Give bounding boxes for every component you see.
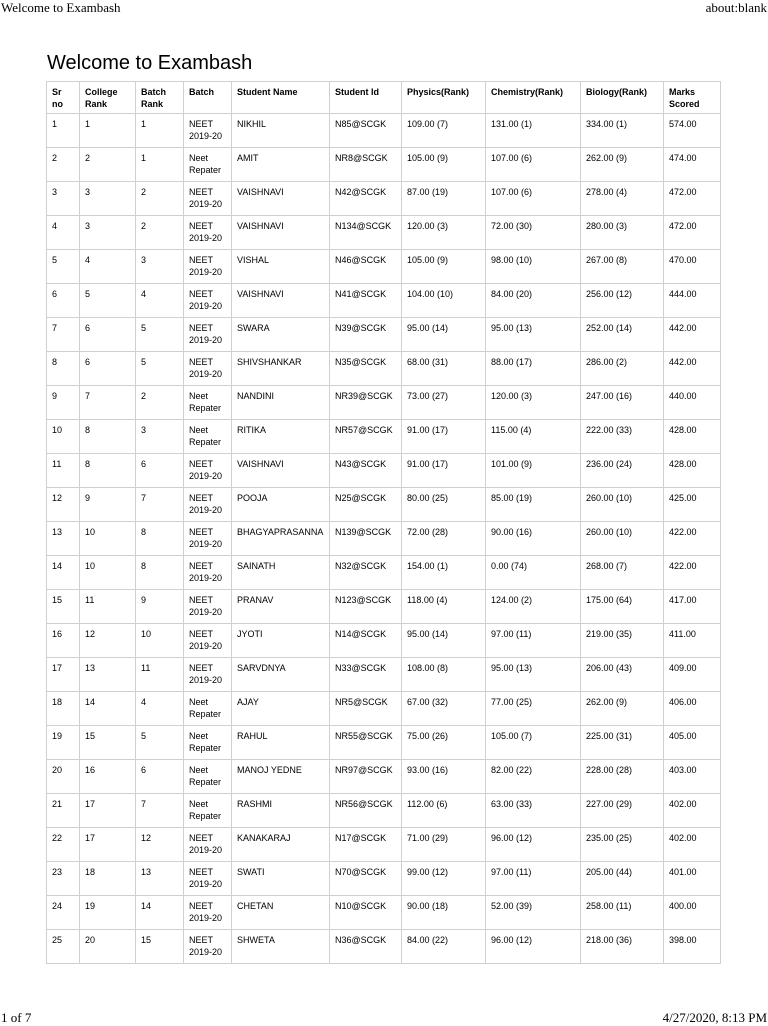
cell-biology-rank: 278.00 (4) — [581, 182, 664, 216]
cell-college-rank: 3 — [80, 182, 136, 216]
table-row — [47, 590, 721, 624]
cell-sr-no: 4 — [47, 216, 80, 250]
cell-college-rank: 7 — [80, 386, 136, 420]
table-row — [47, 930, 721, 964]
cell-batch-rank: 4 — [136, 692, 184, 726]
cell-biology-rank: 218.00 (36) — [581, 930, 664, 964]
table-row — [47, 420, 721, 454]
cell-marks-scored: 409.00 — [664, 658, 721, 692]
header-student-name: Student Name — [232, 82, 330, 114]
table-row — [47, 556, 721, 590]
cell-batch-rank: 2 — [136, 182, 184, 216]
table-row — [47, 658, 721, 692]
cell-student-id: NR97@SCGK — [330, 760, 402, 794]
table-header-row — [47, 82, 721, 114]
cell-physics-rank: 95.00 (14) — [402, 318, 486, 352]
cell-student-name: SWARA — [232, 318, 330, 352]
cell-biology-rank: 268.00 (7) — [581, 556, 664, 590]
cell-physics-rank: 105.00 (9) — [402, 250, 486, 284]
cell-student-id: N41@SCGK — [330, 284, 402, 318]
header-student-id: Student Id — [330, 82, 402, 114]
cell-physics-rank: 91.00 (17) — [402, 454, 486, 488]
cell-batch-rank: 15 — [136, 930, 184, 964]
cell-student-id: N43@SCGK — [330, 454, 402, 488]
cell-marks-scored: 417.00 — [664, 590, 721, 624]
cell-physics-rank: 108.00 (8) — [402, 658, 486, 692]
cell-student-id: N36@SCGK — [330, 930, 402, 964]
cell-chemistry-rank: 105.00 (7) — [486, 726, 581, 760]
cell-batch-rank: 5 — [136, 318, 184, 352]
cell-biology-rank: 262.00 (9) — [581, 692, 664, 726]
table-row — [47, 794, 721, 828]
cell-chemistry-rank: 124.00 (2) — [486, 590, 581, 624]
cell-chemistry-rank: 96.00 (12) — [486, 828, 581, 862]
cell-chemistry-rank: 95.00 (13) — [486, 318, 581, 352]
results-table — [46, 81, 721, 964]
cell-student-name: RASHMI — [232, 794, 330, 828]
table-row — [47, 862, 721, 896]
cell-chemistry-rank: 82.00 (22) — [486, 760, 581, 794]
cell-student-name: SWATI — [232, 862, 330, 896]
print-footer-datetime: 4/27/2020, 8:13 PM — [662, 1010, 767, 1025]
cell-biology-rank: 175.00 (64) — [581, 590, 664, 624]
cell-marks-scored: 428.00 — [664, 420, 721, 454]
cell-batch: NEET 2019-20 — [184, 828, 232, 862]
cell-batch: Neet Repater — [184, 148, 232, 182]
cell-batch-rank: 14 — [136, 896, 184, 930]
cell-student-id: N32@SCGK — [330, 556, 402, 590]
cell-batch-rank: 12 — [136, 828, 184, 862]
cell-marks-scored: 401.00 — [664, 862, 721, 896]
cell-batch-rank: 1 — [136, 148, 184, 182]
cell-batch-rank: 7 — [136, 488, 184, 522]
cell-marks-scored: 402.00 — [664, 828, 721, 862]
cell-student-id: NR8@SCGK — [330, 148, 402, 182]
cell-student-name: NANDINI — [232, 386, 330, 420]
cell-sr-no: 9 — [47, 386, 80, 420]
cell-student-name: SAINATH — [232, 556, 330, 590]
cell-biology-rank: 219.00 (35) — [581, 624, 664, 658]
cell-marks-scored: 402.00 — [664, 794, 721, 828]
cell-college-rank: 17 — [80, 828, 136, 862]
table-row — [47, 896, 721, 930]
cell-student-name: CHETAN — [232, 896, 330, 930]
cell-sr-no: 23 — [47, 862, 80, 896]
cell-student-name: VAISHNAVI — [232, 454, 330, 488]
cell-batch: NEET 2019-20 — [184, 114, 232, 148]
table-row — [47, 522, 721, 556]
cell-college-rank: 10 — [80, 556, 136, 590]
cell-college-rank: 15 — [80, 726, 136, 760]
table-row — [47, 148, 721, 182]
cell-college-rank: 9 — [80, 488, 136, 522]
cell-college-rank: 5 — [80, 284, 136, 318]
header-college-rank: College Rank — [80, 82, 136, 114]
cell-biology-rank: 227.00 (29) — [581, 794, 664, 828]
cell-student-id: N134@SCGK — [330, 216, 402, 250]
cell-physics-rank: 73.00 (27) — [402, 386, 486, 420]
cell-marks-scored: 474.00 — [664, 148, 721, 182]
cell-sr-no: 19 — [47, 726, 80, 760]
cell-student-id: NR57@SCGK — [330, 420, 402, 454]
cell-biology-rank: 252.00 (14) — [581, 318, 664, 352]
table-row — [47, 488, 721, 522]
cell-student-id: N39@SCGK — [330, 318, 402, 352]
cell-chemistry-rank: 0.00 (74) — [486, 556, 581, 590]
table-row — [47, 216, 721, 250]
cell-biology-rank: 222.00 (33) — [581, 420, 664, 454]
cell-sr-no: 3 — [47, 182, 80, 216]
cell-student-name: PRANAV — [232, 590, 330, 624]
header-sr-no: Sr no — [47, 82, 80, 114]
cell-marks-scored: 428.00 — [664, 454, 721, 488]
cell-college-rank: 19 — [80, 896, 136, 930]
cell-physics-rank: 93.00 (16) — [402, 760, 486, 794]
cell-chemistry-rank: 72.00 (30) — [486, 216, 581, 250]
table-row — [47, 284, 721, 318]
cell-marks-scored: 440.00 — [664, 386, 721, 420]
cell-batch: NEET 2019-20 — [184, 522, 232, 556]
cell-physics-rank: 71.00 (29) — [402, 828, 486, 862]
cell-college-rank: 11 — [80, 590, 136, 624]
cell-marks-scored: 398.00 — [664, 930, 721, 964]
cell-batch: Neet Repater — [184, 726, 232, 760]
cell-student-id: N25@SCGK — [330, 488, 402, 522]
cell-student-name: POOJA — [232, 488, 330, 522]
cell-batch: NEET 2019-20 — [184, 216, 232, 250]
cell-student-name: VAISHNAVI — [232, 182, 330, 216]
cell-batch: NEET 2019-20 — [184, 284, 232, 318]
cell-college-rank: 3 — [80, 216, 136, 250]
header-batch-rank: Batch Rank — [136, 82, 184, 114]
cell-college-rank: 12 — [80, 624, 136, 658]
cell-biology-rank: 206.00 (43) — [581, 658, 664, 692]
table-row — [47, 386, 721, 420]
cell-batch: Neet Repater — [184, 794, 232, 828]
cell-batch: NEET 2019-20 — [184, 658, 232, 692]
cell-marks-scored: 422.00 — [664, 522, 721, 556]
cell-batch-rank: 6 — [136, 454, 184, 488]
cell-sr-no: 25 — [47, 930, 80, 964]
cell-sr-no: 21 — [47, 794, 80, 828]
cell-batch-rank: 5 — [136, 726, 184, 760]
cell-college-rank: 18 — [80, 862, 136, 896]
cell-student-name: KANAKARAJ — [232, 828, 330, 862]
cell-college-rank: 8 — [80, 454, 136, 488]
cell-physics-rank: 72.00 (28) — [402, 522, 486, 556]
table-row — [47, 250, 721, 284]
print-footer-page-count: 1 of 7 — [1, 1010, 32, 1025]
cell-student-id: N33@SCGK — [330, 658, 402, 692]
cell-batch: NEET 2019-20 — [184, 318, 232, 352]
cell-chemistry-rank: 107.00 (6) — [486, 182, 581, 216]
header-chemistry-rank: Chemistry(Rank) — [486, 82, 581, 114]
cell-biology-rank: 256.00 (12) — [581, 284, 664, 318]
cell-marks-scored: 403.00 — [664, 760, 721, 794]
cell-biology-rank: 286.00 (2) — [581, 352, 664, 386]
cell-student-id: N35@SCGK — [330, 352, 402, 386]
cell-sr-no: 20 — [47, 760, 80, 794]
cell-sr-no: 14 — [47, 556, 80, 590]
cell-batch-rank: 7 — [136, 794, 184, 828]
cell-physics-rank: 68.00 (31) — [402, 352, 486, 386]
cell-physics-rank: 87.00 (19) — [402, 182, 486, 216]
cell-sr-no: 10 — [47, 420, 80, 454]
cell-chemistry-rank: 84.00 (20) — [486, 284, 581, 318]
cell-batch: Neet Repater — [184, 692, 232, 726]
cell-college-rank: 16 — [80, 760, 136, 794]
results-table-body — [47, 114, 721, 964]
cell-biology-rank: 262.00 (9) — [581, 148, 664, 182]
cell-batch-rank: 1 — [136, 114, 184, 148]
cell-student-name: BHAGYAPRASANNA — [232, 522, 330, 556]
cell-physics-rank: 91.00 (17) — [402, 420, 486, 454]
cell-physics-rank: 95.00 (14) — [402, 624, 486, 658]
cell-batch: NEET 2019-20 — [184, 624, 232, 658]
header-physics-rank: Physics(Rank) — [402, 82, 486, 114]
cell-college-rank: 10 — [80, 522, 136, 556]
cell-sr-no: 22 — [47, 828, 80, 862]
cell-student-id: N14@SCGK — [330, 624, 402, 658]
cell-physics-rank: 105.00 (9) — [402, 148, 486, 182]
cell-chemistry-rank: 88.00 (17) — [486, 352, 581, 386]
cell-physics-rank: 67.00 (32) — [402, 692, 486, 726]
cell-student-name: MANOJ YEDNE — [232, 760, 330, 794]
cell-batch: Neet Repater — [184, 420, 232, 454]
cell-sr-no: 11 — [47, 454, 80, 488]
page-title: Welcome to Exambash — [47, 52, 253, 74]
cell-marks-scored: 400.00 — [664, 896, 721, 930]
cell-batch-rank: 3 — [136, 250, 184, 284]
cell-chemistry-rank: 115.00 (4) — [486, 420, 581, 454]
cell-sr-no: 17 — [47, 658, 80, 692]
cell-college-rank: 17 — [80, 794, 136, 828]
table-row — [47, 114, 721, 148]
cell-batch-rank: 13 — [136, 862, 184, 896]
table-row — [47, 726, 721, 760]
cell-student-name: AMIT — [232, 148, 330, 182]
table-row — [47, 760, 721, 794]
cell-biology-rank: 280.00 (3) — [581, 216, 664, 250]
cell-student-name: SHWETA — [232, 930, 330, 964]
cell-student-id: N42@SCGK — [330, 182, 402, 216]
cell-sr-no: 16 — [47, 624, 80, 658]
cell-batch: NEET 2019-20 — [184, 896, 232, 930]
cell-student-name: RITIKA — [232, 420, 330, 454]
cell-biology-rank: 247.00 (16) — [581, 386, 664, 420]
cell-chemistry-rank: 98.00 (10) — [486, 250, 581, 284]
cell-marks-scored: 411.00 — [664, 624, 721, 658]
cell-batch: NEET 2019-20 — [184, 352, 232, 386]
cell-student-name: NIKHIL — [232, 114, 330, 148]
cell-chemistry-rank: 107.00 (6) — [486, 148, 581, 182]
table-row — [47, 624, 721, 658]
cell-college-rank: 14 — [80, 692, 136, 726]
cell-batch-rank: 9 — [136, 590, 184, 624]
cell-physics-rank: 154.00 (1) — [402, 556, 486, 590]
header-biology-rank: Biology(Rank) — [581, 82, 664, 114]
header-marks-scored: Marks Scored — [664, 82, 721, 114]
cell-college-rank: 6 — [80, 352, 136, 386]
cell-biology-rank: 205.00 (44) — [581, 862, 664, 896]
cell-batch-rank: 2 — [136, 216, 184, 250]
cell-student-id: NR55@SCGK — [330, 726, 402, 760]
header-batch: Batch — [184, 82, 232, 114]
cell-physics-rank: 75.00 (26) — [402, 726, 486, 760]
cell-batch: Neet Repater — [184, 760, 232, 794]
cell-biology-rank: 260.00 (10) — [581, 488, 664, 522]
cell-student-name: VAISHNAVI — [232, 216, 330, 250]
cell-batch-rank: 10 — [136, 624, 184, 658]
cell-batch: NEET 2019-20 — [184, 590, 232, 624]
cell-biology-rank: 334.00 (1) — [581, 114, 664, 148]
cell-batch-rank: 8 — [136, 522, 184, 556]
cell-sr-no: 2 — [47, 148, 80, 182]
cell-biology-rank: 258.00 (11) — [581, 896, 664, 930]
cell-physics-rank: 109.00 (7) — [402, 114, 486, 148]
cell-batch-rank: 2 — [136, 386, 184, 420]
cell-student-id: N139@SCGK — [330, 522, 402, 556]
cell-biology-rank: 267.00 (8) — [581, 250, 664, 284]
cell-physics-rank: 120.00 (3) — [402, 216, 486, 250]
cell-chemistry-rank: 52.00 (39) — [486, 896, 581, 930]
cell-marks-scored: 442.00 — [664, 352, 721, 386]
cell-sr-no: 5 — [47, 250, 80, 284]
cell-student-id: N85@SCGK — [330, 114, 402, 148]
print-header-title: Welcome to Exambash — [1, 0, 121, 15]
cell-batch: NEET 2019-20 — [184, 862, 232, 896]
cell-marks-scored: 470.00 — [664, 250, 721, 284]
cell-chemistry-rank: 97.00 (11) — [486, 862, 581, 896]
cell-chemistry-rank: 90.00 (16) — [486, 522, 581, 556]
cell-sr-no: 8 — [47, 352, 80, 386]
cell-physics-rank: 90.00 (18) — [402, 896, 486, 930]
cell-sr-no: 1 — [47, 114, 80, 148]
cell-marks-scored: 406.00 — [664, 692, 721, 726]
cell-student-name: SARVDNYA — [232, 658, 330, 692]
cell-batch: NEET 2019-20 — [184, 250, 232, 284]
cell-student-id: NR5@SCGK — [330, 692, 402, 726]
cell-physics-rank: 104.00 (10) — [402, 284, 486, 318]
cell-student-id: N10@SCGK — [330, 896, 402, 930]
cell-batch-rank: 8 — [136, 556, 184, 590]
cell-physics-rank: 99.00 (12) — [402, 862, 486, 896]
cell-physics-rank: 84.00 (22) — [402, 930, 486, 964]
cell-sr-no: 6 — [47, 284, 80, 318]
table-row — [47, 182, 721, 216]
cell-batch: NEET 2019-20 — [184, 556, 232, 590]
cell-biology-rank: 225.00 (31) — [581, 726, 664, 760]
cell-batch-rank: 4 — [136, 284, 184, 318]
cell-sr-no: 12 — [47, 488, 80, 522]
cell-student-name: SHIVSHANKAR — [232, 352, 330, 386]
cell-sr-no: 7 — [47, 318, 80, 352]
cell-college-rank: 20 — [80, 930, 136, 964]
cell-marks-scored: 405.00 — [664, 726, 721, 760]
cell-chemistry-rank: 85.00 (19) — [486, 488, 581, 522]
cell-sr-no: 13 — [47, 522, 80, 556]
table-row — [47, 692, 721, 726]
cell-batch: Neet Repater — [184, 386, 232, 420]
cell-batch-rank: 11 — [136, 658, 184, 692]
cell-physics-rank: 118.00 (4) — [402, 590, 486, 624]
cell-marks-scored: 422.00 — [664, 556, 721, 590]
cell-chemistry-rank: 95.00 (13) — [486, 658, 581, 692]
cell-batch-rank: 3 — [136, 420, 184, 454]
print-header-url: about:blank — [705, 0, 767, 15]
cell-student-id: N123@SCGK — [330, 590, 402, 624]
cell-batch-rank: 6 — [136, 760, 184, 794]
cell-marks-scored: 574.00 — [664, 114, 721, 148]
cell-chemistry-rank: 120.00 (3) — [486, 386, 581, 420]
table-row — [47, 318, 721, 352]
cell-sr-no: 18 — [47, 692, 80, 726]
cell-batch: NEET 2019-20 — [184, 182, 232, 216]
cell-college-rank: 13 — [80, 658, 136, 692]
cell-biology-rank: 235.00 (25) — [581, 828, 664, 862]
cell-batch: NEET 2019-20 — [184, 930, 232, 964]
cell-marks-scored: 442.00 — [664, 318, 721, 352]
cell-biology-rank: 236.00 (24) — [581, 454, 664, 488]
cell-physics-rank: 112.00 (6) — [402, 794, 486, 828]
cell-college-rank: 1 — [80, 114, 136, 148]
cell-student-name: JYOTI — [232, 624, 330, 658]
cell-student-id: NR56@SCGK — [330, 794, 402, 828]
cell-student-name: VAISHNAVI — [232, 284, 330, 318]
cell-biology-rank: 228.00 (28) — [581, 760, 664, 794]
cell-student-name: VISHAL — [232, 250, 330, 284]
cell-marks-scored: 472.00 — [664, 182, 721, 216]
cell-batch: NEET 2019-20 — [184, 488, 232, 522]
cell-college-rank: 4 — [80, 250, 136, 284]
cell-student-id: N17@SCGK — [330, 828, 402, 862]
cell-sr-no: 15 — [47, 590, 80, 624]
cell-chemistry-rank: 96.00 (12) — [486, 930, 581, 964]
table-row — [47, 352, 721, 386]
cell-biology-rank: 260.00 (10) — [581, 522, 664, 556]
cell-chemistry-rank: 63.00 (33) — [486, 794, 581, 828]
cell-chemistry-rank: 131.00 (1) — [486, 114, 581, 148]
cell-student-id: NR39@SCGK — [330, 386, 402, 420]
cell-student-id: N70@SCGK — [330, 862, 402, 896]
table-row — [47, 454, 721, 488]
cell-student-name: AJAY — [232, 692, 330, 726]
cell-college-rank: 2 — [80, 148, 136, 182]
cell-batch-rank: 5 — [136, 352, 184, 386]
cell-chemistry-rank: 101.00 (9) — [486, 454, 581, 488]
cell-chemistry-rank: 77.00 (25) — [486, 692, 581, 726]
cell-batch: NEET 2019-20 — [184, 454, 232, 488]
cell-marks-scored: 444.00 — [664, 284, 721, 318]
cell-student-name: RAHUL — [232, 726, 330, 760]
cell-physics-rank: 80.00 (25) — [402, 488, 486, 522]
cell-marks-scored: 472.00 — [664, 216, 721, 250]
cell-college-rank: 6 — [80, 318, 136, 352]
cell-student-id: N46@SCGK — [330, 250, 402, 284]
cell-marks-scored: 425.00 — [664, 488, 721, 522]
cell-chemistry-rank: 97.00 (11) — [486, 624, 581, 658]
cell-college-rank: 8 — [80, 420, 136, 454]
cell-sr-no: 24 — [47, 896, 80, 930]
table-row — [47, 828, 721, 862]
